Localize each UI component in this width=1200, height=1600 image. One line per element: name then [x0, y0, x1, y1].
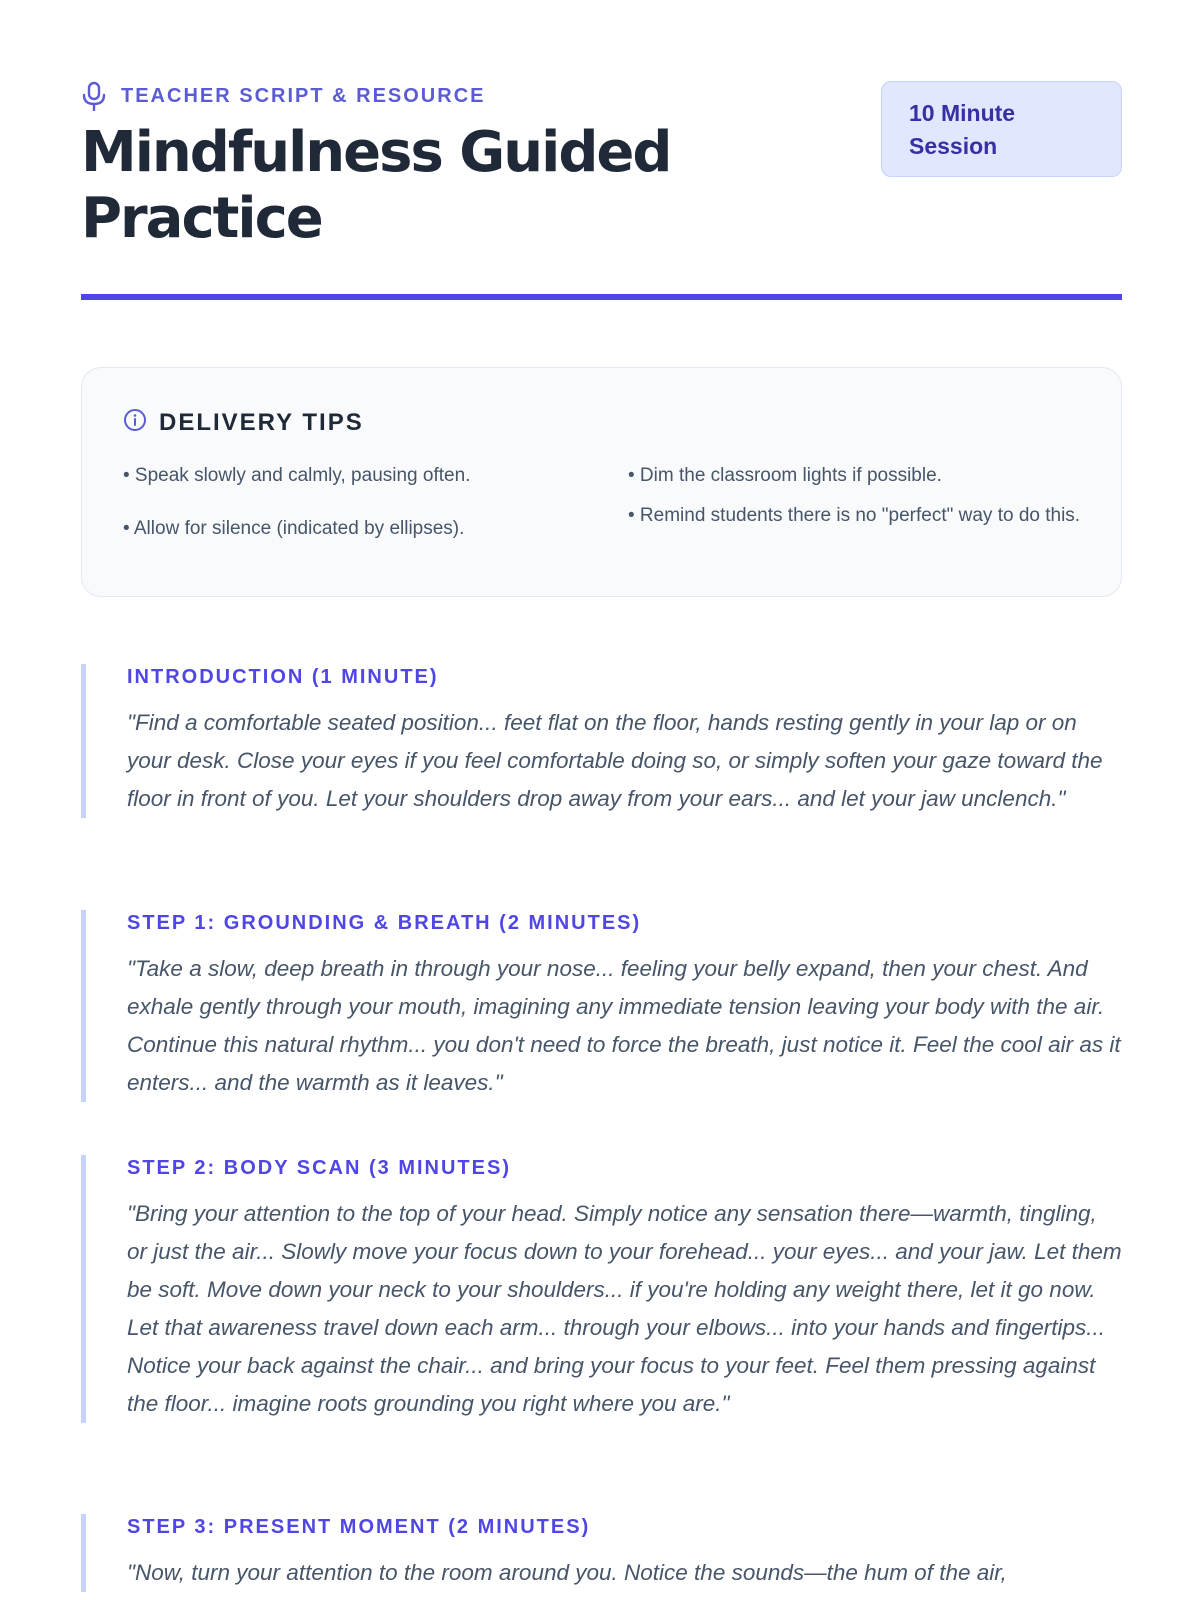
- document-header: [81, 80, 1122, 252]
- section-title: STEP 2: BODY SCAN (3 MINUTES): [127, 1157, 511, 1179]
- page-title: Mindfulness Guided Practice: [81, 120, 671, 251]
- microphone-icon: [81, 80, 109, 112]
- section-title: STEP 3: PRESENT MOMENT (2 MINUTES): [127, 1516, 591, 1538]
- tip-item: • Speak slowly and calmly, pausing often.: [123, 465, 471, 486]
- script-section-step-3: [81, 1514, 1122, 1592]
- section-script: "Take a slow, deep breath in through your nose... feeling your belly expand, then your chest. And exhale gently through your mouth, imagining any immediate tension leaving your body with the air. Continue this natural rhythm... you don't need to force the breath, just notice it. Feel the cool air as it enters... and the warmth as it leaves.": [127, 956, 1121, 1095]
- section-title: STEP 1: GROUNDING & BREATH (2 MINUTES): [127, 912, 642, 934]
- tip-item: • Dim the classroom lights if possible.: [628, 465, 942, 486]
- info-icon: [123, 408, 147, 437]
- eyebrow-text: TEACHER SCRIPT & RESOURCE: [121, 84, 486, 107]
- section-script: "Find a comfortable seated position... feet flat on the floor, hands resting gently in your lap or on your desk. Close your eyes if you feel comfortable doing so, or simply soften your gaze toward the floor in front of you. Let your shoulders drop away from your ears... and let your jaw unclench.": [127, 710, 1103, 811]
- session-badge: 10 Minute Session: [881, 81, 1122, 177]
- section-script: "Now, turn your attention to the room around you. Notice the sounds—the hum of the air,: [127, 1560, 1007, 1585]
- script-section-step-1: [81, 910, 1122, 1102]
- script-section-step-2: [81, 1155, 1122, 1423]
- title-divider: [81, 294, 1122, 300]
- delivery-tips-card: [81, 367, 1122, 597]
- tip-item: • Remind students there is no "perfect" way to do this.: [628, 505, 1081, 526]
- tips-title: DELIVERY TIPS: [159, 408, 364, 436]
- section-script: "Bring your attention to the top of your head. Simply notice any sensation there—warmth, tingling, or just the air... Slowly move your focus down to your forehead... your eyes... and your jaw. Let them be soft. Move down your neck to your shoulders... if you're holding any weight there, let it go now. Let that awareness travel down each arm... through your elbows... into your hands and fingertips... Notice your back against the chair... and bring your focus to your feet. Feel them pressing against the floor... imagine roots grounding you right where you are.": [127, 1201, 1122, 1416]
- script-section-introduction: [81, 664, 1122, 818]
- tip-item: • Allow for silence (indicated by ellipses).: [123, 518, 465, 539]
- tips-header: [123, 408, 364, 437]
- section-title: INTRODUCTION (1 MINUTE): [127, 666, 439, 688]
